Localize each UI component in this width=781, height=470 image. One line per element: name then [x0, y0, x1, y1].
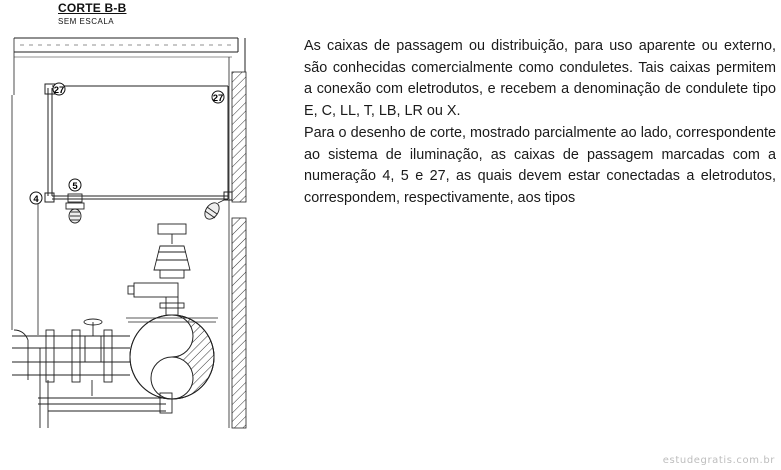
- section-drawing-svg: [0, 0, 270, 440]
- callout-4: [30, 192, 42, 205]
- left-structure: [12, 38, 38, 335]
- callout-5: [69, 179, 81, 192]
- right-wall: [229, 38, 246, 428]
- paragraph-1: As caixas de passagem ou distribuição, para uso aparente ou externo, são conhecidas comercialmente como conduletes. Tais caixas permitem a conexão com eletrodutos, e recebem a denominação de condulete tipo E, C, LL, T, LB, LR ou X.: [304, 38, 776, 119]
- callout-27-left: [53, 83, 65, 96]
- horizontal-piping: [12, 319, 130, 428]
- callout-27-right: [212, 91, 224, 104]
- ceiling-slab: [14, 38, 238, 57]
- paragraph-2: Para o desenho de corte, mostrado parcialmente ao lado, correspondente ao sistema de iluminação, as caixas de passagem marcadas com a numeração 4, 5 e 27, as quais devem estar conectadas a eletrodutos, correspondem, respectivamente, aos tipos: [304, 125, 776, 206]
- question-text: [304, 36, 776, 210]
- tank-section: [126, 315, 218, 399]
- callout-27-right-label: 27: [212, 93, 224, 104]
- drawing-title: CORTE B-B: [58, 1, 127, 15]
- valve-assembly: [128, 224, 190, 318]
- section-drawing: [0, 0, 270, 440]
- lamp-fixture-center: [66, 194, 84, 223]
- callout-27-left-label: 27: [53, 85, 65, 96]
- watermark: estudegratis.com.br: [662, 455, 775, 466]
- callout-4-label: 4: [33, 194, 39, 205]
- drawing-subtitle: SEM ESCALA: [58, 17, 115, 26]
- callout-5-label: 5: [72, 181, 78, 192]
- lamp-fixture-wall: [202, 199, 226, 222]
